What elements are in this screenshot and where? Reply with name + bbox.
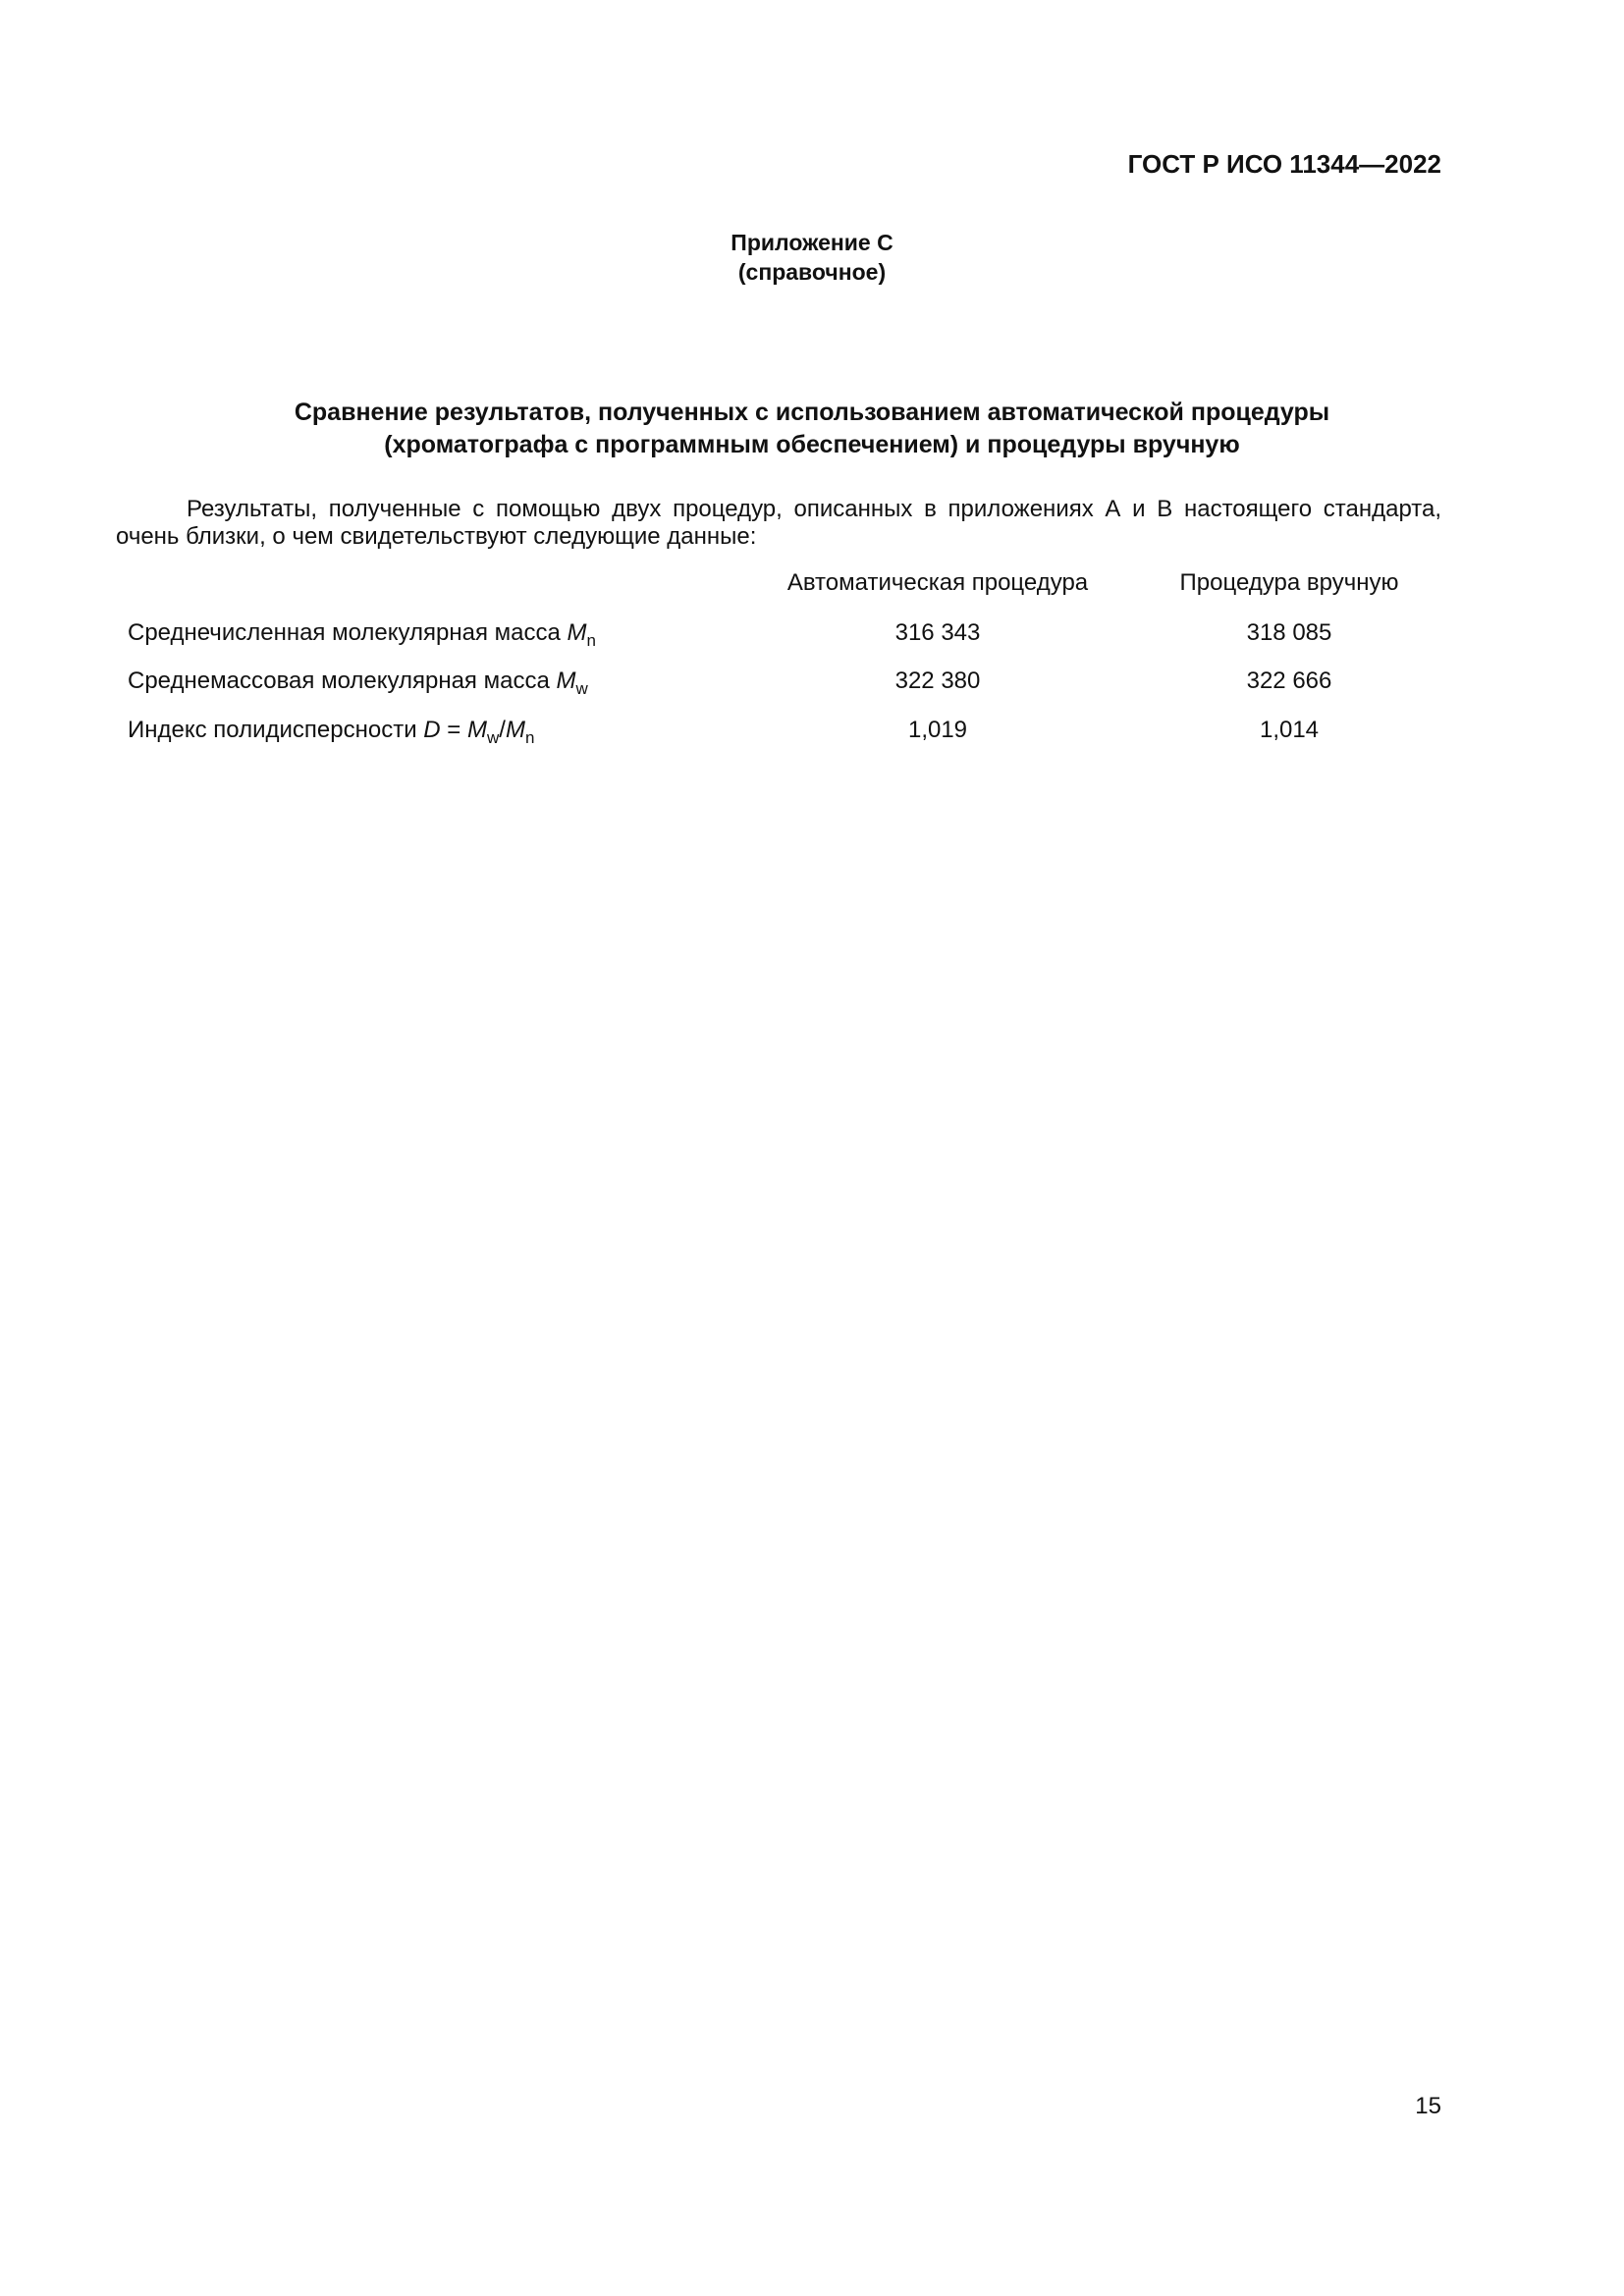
subscript: n: [524, 728, 535, 747]
row-label: [128, 667, 588, 699]
symbol: M: [505, 717, 525, 743]
manual-value: 1,014: [1259, 717, 1320, 743]
subscript: w: [575, 679, 588, 698]
intro-paragraph: Результаты, полученные с помощью двух процедур, описанных в приложениях А и В настоящего стандарта, очень близки, о чем свидетельствуют следующие данные:: [116, 496, 1441, 550]
auto-value: 1,019: [907, 717, 968, 743]
row-label-text: Среднемассовая молекулярная масса: [128, 667, 557, 694]
manual-value: 318 085: [1246, 619, 1332, 646]
auto-value: 322 380: [894, 667, 981, 694]
symbol: M: [567, 619, 587, 646]
manual-value: 322 666: [1246, 667, 1332, 694]
section-title-line-2: (хроматографа с программным обеспечением) и процедуры вручную: [384, 431, 1240, 458]
column-header-manual: Процедура вручную: [1179, 569, 1399, 596]
document-standard-header: ГОСТ Р ИСО 11344—2022: [1127, 149, 1441, 179]
row-label-text: Среднечисленная молекулярная масса: [128, 619, 568, 646]
row-label-text: Индекс полидисперсности: [128, 717, 424, 743]
column-header-auto: Автоматическая процедура: [786, 569, 1089, 596]
symbol: M: [556, 667, 576, 694]
appendix-status: (справочное): [737, 259, 887, 285]
page-number: 15: [1415, 2093, 1441, 2119]
symbol: D: [423, 717, 441, 743]
section-title-line-1: Сравнение результатов, полученных с использованием автоматической процедуры: [294, 399, 1330, 426]
slash: /: [499, 717, 506, 743]
subscript: n: [586, 631, 596, 650]
equals-sign: =: [440, 717, 467, 743]
row-label: [128, 619, 596, 651]
row-label: [128, 717, 534, 748]
symbol: M: [467, 717, 487, 743]
appendix-title: Приложение С: [731, 230, 893, 255]
subscript: w: [487, 728, 500, 747]
auto-value: 316 343: [894, 619, 981, 646]
